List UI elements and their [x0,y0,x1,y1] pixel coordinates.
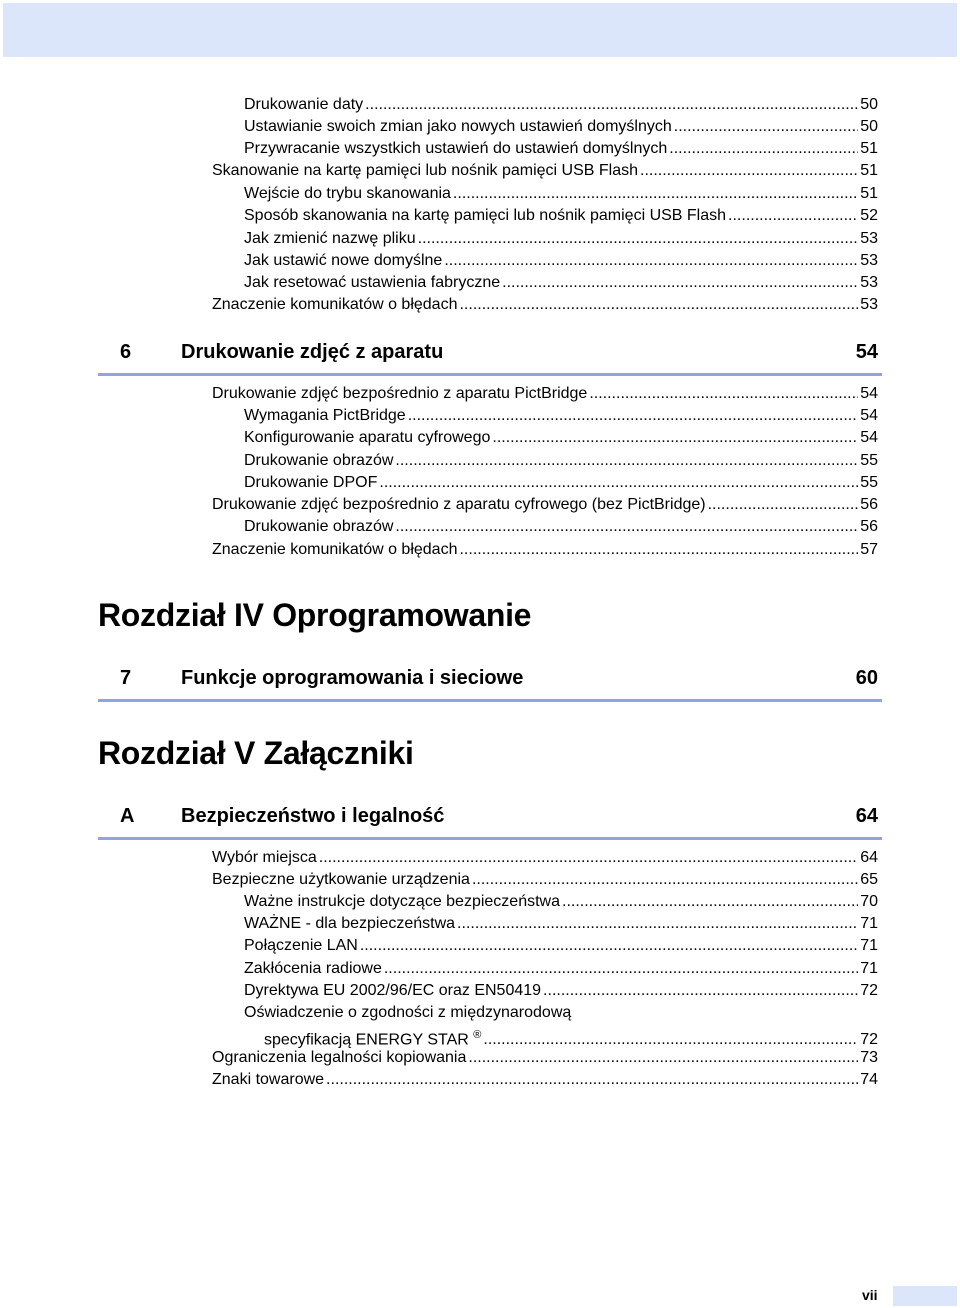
chapter-title: Funkcje oprogramowania i sieciowe [181,667,524,689]
toc-entry[interactable]: Jak ustawić nowe domyślne ..... 53 [244,250,878,272]
toc-entry[interactable]: Połączenie LAN ..... 71 [244,935,878,957]
toc-entry[interactable]: Drukowanie obrazów ..... 55 [244,450,878,472]
toc-entry[interactable]: Drukowanie DPOF ..... 55 [244,472,878,494]
toc-entry[interactable]: Wybór miejsca ..... 64 [212,847,878,869]
toc-entry[interactable]: Drukowanie zdjęć bezpośrednio z aparatu PictBridge ..... 54 [212,383,878,405]
toc-entry[interactable]: WAŻNE - dla bezpieczeństwa ..... 71 [244,913,878,935]
chapter-number: A [120,805,135,827]
toc-entry[interactable]: Znaki towarowe ..... 74 [212,1069,878,1091]
toc-entry[interactable]: Drukowanie obrazów ..... 56 [244,516,878,538]
part-title-iv: Rozdział IV Oprogramowanie [98,597,532,633]
toc-entry[interactable]: Przywracanie wszystkich ustawień do ustawień domyślnych ..... 51 [244,138,878,160]
toc-entry[interactable]: Ustawianie swoich zmian jako nowych ustawień domyślnych ..... 50 [244,116,878,138]
chapter-number: 7 [120,667,132,689]
chapter-page: 64 [855,805,878,827]
toc-entry[interactable]: Drukowanie zdjęć bezpośrednio z aparatu cyfrowego (bez PictBridge) ..... 56 [212,494,878,516]
header-band [3,3,957,57]
toc-entry[interactable]: Ważne instrukcje dotyczące bezpieczeństwa ..... 70 [244,891,878,913]
footer-band [893,1286,957,1306]
toc-entry[interactable]: Sposób skanowania na kartę pamięci lub nośnik pamięci USB Flash ..... 52 [244,205,878,227]
registered-mark: ® [473,1029,482,1041]
chapter-page: 60 [855,667,878,689]
chapter-number: 6 [120,341,132,363]
page-number: vii [862,1287,878,1303]
toc-entry[interactable]: Zakłócenia radiowe ..... 71 [244,958,878,980]
toc-entry[interactable]: Znaczenie komunikatów o błędach ..... 53 [212,294,878,316]
toc-entry[interactable]: Konfigurowanie aparatu cyfrowego ..... 54 [244,427,878,449]
toc-entry[interactable]: Jak zmienić nazwę pliku ..... 53 [244,228,878,250]
part-title-v: Rozdział V Załączniki [98,735,414,771]
chapter-heading-7[interactable] [98,663,882,702]
chapter-title: Bezpieczeństwo i legalność [181,805,445,827]
toc-entry-energy-star[interactable]: specyfikacją ENERGY STAR ® ..... 72 [264,1024,878,1046]
toc-entry[interactable]: Bezpieczne użytkowanie urządzenia ..... 65 [212,869,878,891]
toc-entry[interactable]: Wejście do trybu skanowania ..... 51 [244,183,878,205]
chapter-heading-a[interactable] [98,801,882,840]
toc-entry[interactable]: Dyrektywa EU 2002/96/EC oraz EN50419 ..... 72 [244,980,878,1002]
chapter-page: 54 [855,341,878,363]
chapter-heading-6[interactable] [98,337,882,376]
toc-entry[interactable]: Znaczenie komunikatów o błędach ..... 57 [212,539,878,561]
toc-entry-energy-star-line1[interactable]: Oświadczenie o zgodności z międzynarodową [244,1004,572,1021]
toc-entry[interactable]: Drukowanie daty ..... 50 [244,94,878,116]
toc-entry[interactable]: Wymagania PictBridge ..... 54 [244,405,878,427]
chapter-title: Drukowanie zdjęć z aparatu [181,341,444,363]
toc-entry[interactable]: Skanowanie na kartę pamięci lub nośnik pamięci USB Flash ..... 51 [212,160,878,182]
toc-entry[interactable]: Jak resetować ustawienia fabryczne ..... 53 [244,272,878,294]
toc-entry[interactable]: Ograniczenia legalności kopiowania ..... 73 [212,1047,878,1069]
